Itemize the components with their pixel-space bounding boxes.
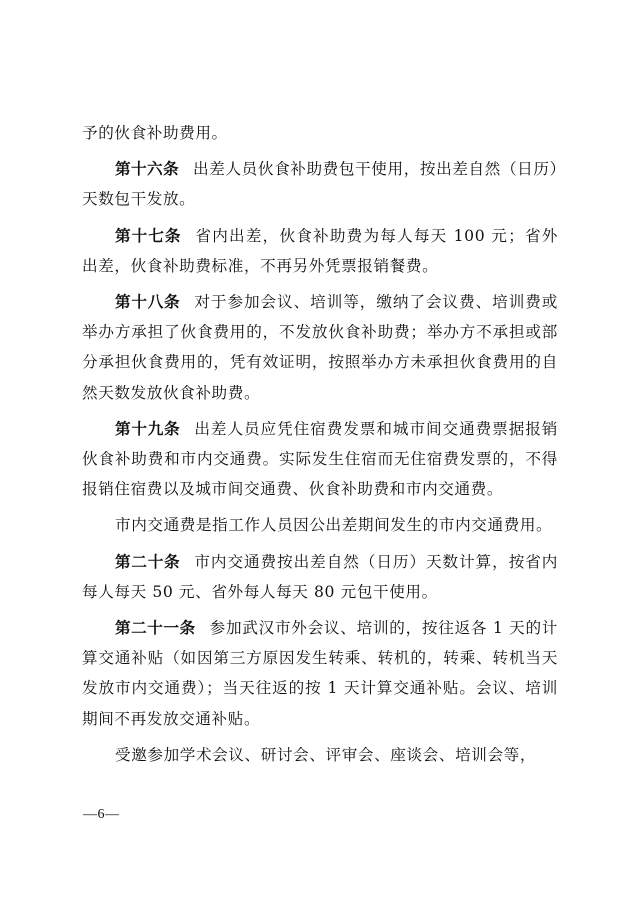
article-17 — [82, 221, 558, 281]
document-body — [82, 118, 558, 776]
paragraph-text: 予的伙食补助费用。 — [82, 124, 228, 142]
paragraph-text: 参加武汉市外会议、培训的，按往返各 1 天的计算交通补贴（如因第三方原因发生转乘、转机的，转乘、转机当天发放市内交通费）；当天往返的按 1 天计算交通补贴。会议、培训期间不再发放交通补贴。 — [82, 619, 558, 728]
paragraph-text: 市内交通费按出差自然（日历）天数计算，按省内每人每天 50 元、省外每人每天 80 元包干使用。 — [82, 552, 558, 601]
article-19 — [82, 414, 558, 505]
article-heading: 第十九条 — [115, 419, 181, 438]
paragraph-local-transport-definition — [82, 510, 558, 540]
paragraph-text: 省内出差，伙食补助费为每人每天 100 元；省外出差，伙食补助费标准，不再另外凭票报销餐费。 — [82, 226, 558, 275]
article-21 — [82, 613, 558, 734]
paragraph-text: 市内交通费是指工作人员因公出差期间发生的市内交通费用。 — [115, 516, 553, 535]
article-heading: 第十八条 — [115, 293, 181, 312]
article-heading: 第十六条 — [115, 160, 180, 179]
article-16 — [82, 154, 558, 214]
paragraph-text: 出差人员伙食补助费包干使用，按出差自然（日历）天数包干发放。 — [82, 160, 558, 209]
article-heading: 第二十条 — [115, 552, 181, 571]
page-number: —6— — [83, 807, 120, 822]
article-heading: 第十七条 — [115, 226, 182, 245]
article-20 — [82, 547, 558, 607]
article-18 — [82, 287, 558, 408]
paragraph-text: 出差人员应凭住宿费发票和城市间交通费票据报销伙食补助费和市内交通费。实际发生住宿而无住宿费发票的，不得报销住宿费以及城市间交通费、伙食补助费和市内交通费。 — [82, 419, 558, 499]
paragraph-continuation — [82, 118, 558, 148]
paragraph-text: 受邀参加学术会议、研讨会、评审会、座谈会、培训会等， — [115, 745, 537, 764]
paragraph-text: 对于参加会议、培训等，缴纳了会议费、培训费或举办方承担了伙食费用的，不发放伙食补助费；举办方不承担或部分承担伙食费用的，凭有效证明，按照举办方未承担伙食费用的自然天数发放伙食补助费。 — [82, 293, 558, 402]
article-heading: 第二十一条 — [115, 619, 196, 638]
paragraph-invited-meetings — [82, 740, 558, 770]
